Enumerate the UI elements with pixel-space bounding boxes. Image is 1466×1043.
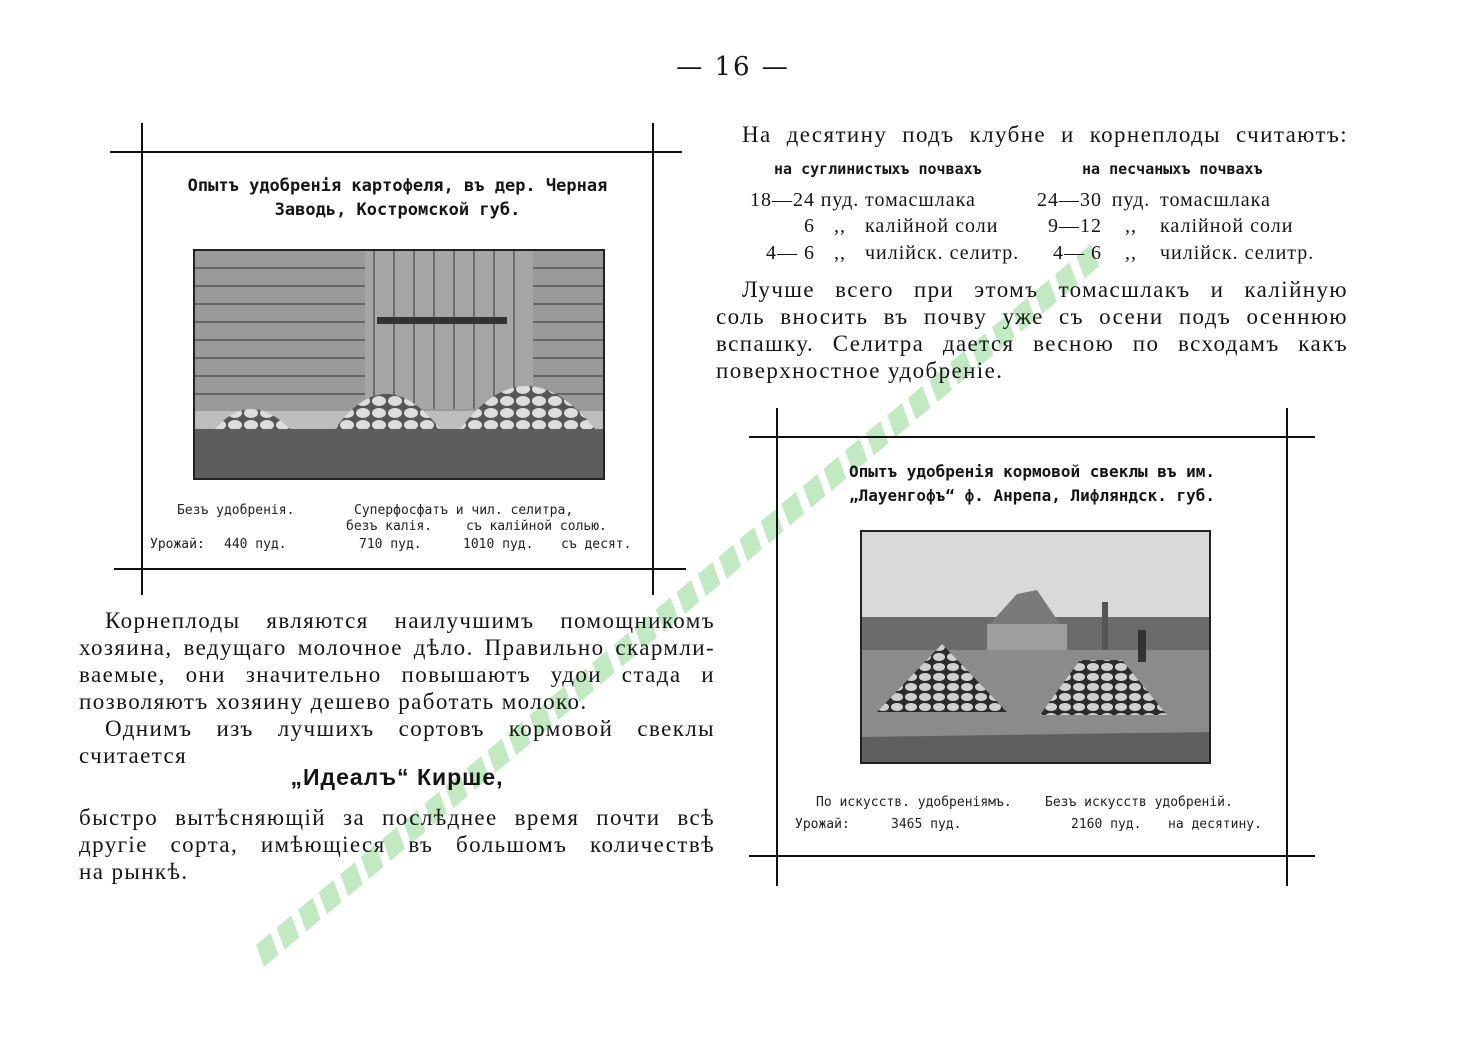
fertilizer-row: 6 ,, калійной соли 9—12 ,, калійной соли [804,215,1294,237]
paragraph-line: Корнеплоды являются наилучшимъ помощникомъ [105,608,715,633]
caption-with-potassium: съ калійной солью. [466,519,607,534]
paragraph-line: хозяина, ведущаго молочное дѣло. Правильно скармли- [79,635,715,660]
fertilizer-row: 18—24 пуд. томасшлака 24—30 пуд. томасшлака [750,189,1271,211]
column-header-sand: на песчаныхъ почвахъ [1082,160,1263,178]
caption-with-fertilizer: По искусств. удобреніямъ. [816,795,1012,810]
variety-name: „Идеалъ“ Кирше, [290,764,504,790]
caption-no-fertilizer: Безъ удобренія. [177,503,295,518]
caption-superphosphate: Суперфосфатъ и чил. селитра, [354,503,574,518]
yield-label: Урожай: [150,537,205,552]
frame-line-right [652,123,654,595]
yield-value: 2160 пуд. [1071,817,1142,832]
yield-label: Урожай: [795,817,850,832]
frame-line-top [110,151,682,153]
frame-line-right [1286,408,1288,886]
paragraph-line: Лучше всего при этомъ томасшлакъ и калійную [742,277,1348,302]
left-text-block-2 [79,804,715,885]
left-figure-title: Опытъ удобренія картофеля, въ дер. Черная Заводь, Костромской губ. [187,176,608,220]
yield-value: 1010 пуд. [463,537,534,552]
paragraph-line: считается [79,743,188,768]
frame-line-top [749,436,1315,438]
right-intro: На десятину подъ клубне и корнеплоды считаютъ: [742,122,1348,147]
right-figure-title: Опытъ удобренія кормовой свеклы въ им. „Лауенгофъ“ ф. Анрепа, Лифляндск. губ. [848,462,1216,505]
paragraph-line: позволяютъ хозяину дешево работать молоко. [79,689,588,714]
paragraph-line: другіе сорта, имѣющіеся въ большомъ количествѣ [79,832,715,857]
paragraph-line: поверхностное удобреніе. [716,358,1004,383]
column-header-loam: на суглинистыхъ почвахъ [774,160,982,178]
caption-without-potassium: безъ калія. [346,519,433,534]
yield-unit: съ десят. [561,537,632,552]
yield-unit: на десятину. [1168,817,1262,832]
frame-line-bottom [114,568,686,570]
paragraph-line: соль вносить въ почву уже съ осени подъ осеннюю [716,304,1348,329]
yield-value: 710 пуд. [359,537,422,552]
fertilizer-row: 4— 6 ,, чилійск. селитр. 4— 6 ,, чилійск. селитр. [766,242,1315,264]
caption-without-fertilizer: Безъ искусств удобреній. [1045,795,1233,810]
paragraph-line: на рынкѣ. [79,859,189,884]
yield-value: 3465 пуд. [891,817,962,832]
page-number: — 16 — [676,52,790,82]
left-text-block [79,607,715,769]
right-figure-photo [860,530,1211,764]
paragraph-line: быстро вытѣсняющій за послѣднее время почти всѣ [79,805,715,830]
left-figure-photo [193,249,605,480]
paragraph-line: ваемые, они значительно повышаютъ удои стада и [79,662,715,687]
yield-value: 440 пуд. [224,537,287,552]
frame-line-left [776,408,778,886]
paragraph-line: вспашку. Селитра дается весною по всходамъ какъ [716,331,1348,356]
frame-line-left [141,123,143,595]
frame-line-bottom [749,855,1315,857]
right-paragraph [716,276,1348,384]
paragraph-line: Однимъ изъ лучшихъ сортовъ кормовой свеклы [105,716,715,741]
